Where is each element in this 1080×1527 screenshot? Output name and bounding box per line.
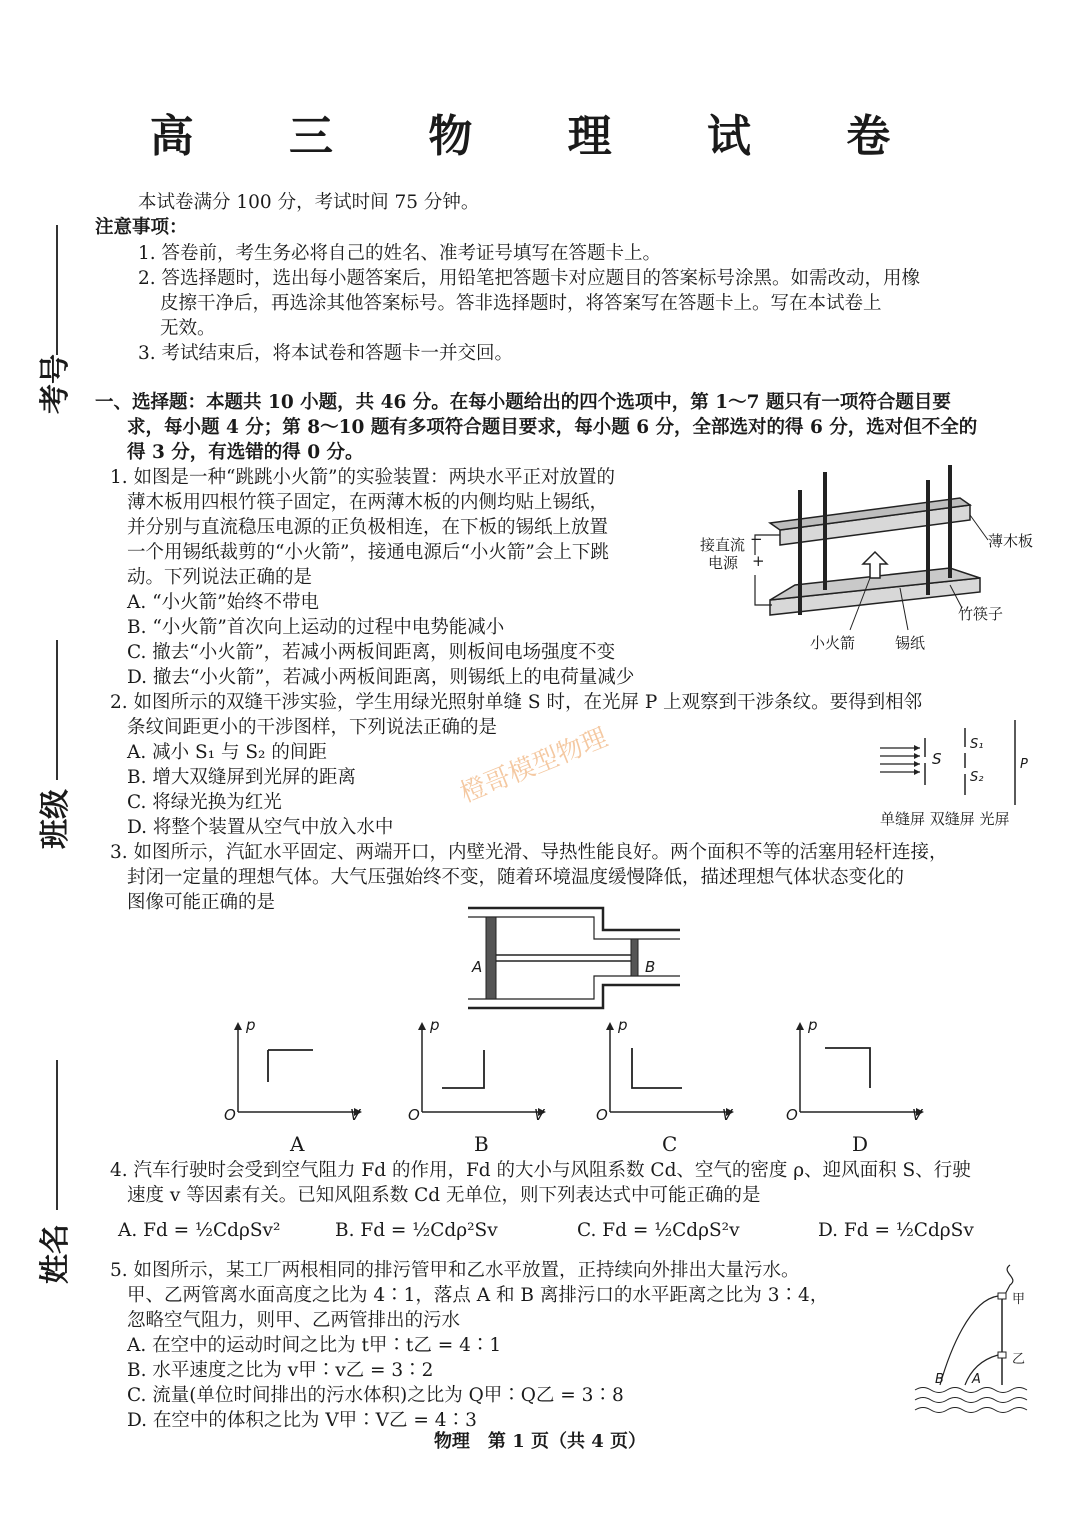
side-rule-xingming	[56, 1060, 58, 1210]
q2-fig-caption: 单缝屏 双缝屏 光屏	[880, 810, 1010, 828]
q3-label-b: B	[645, 958, 656, 976]
intro-text: 本试卷满分 100 分，考试时间 75 分钟。	[138, 192, 480, 213]
q4-option-d: D. Fd = ½CdρSv	[818, 1220, 974, 1241]
q3-graph-a	[228, 1020, 368, 1120]
q1-label-minus: −	[750, 530, 763, 548]
graph-axes	[238, 1026, 358, 1112]
graph-arrowheads	[796, 1022, 924, 1116]
note-3: 3. 考试结束后，将本试卷和答题卡一并交回。	[138, 343, 514, 364]
watermark: 橙哥模型物理	[455, 722, 612, 809]
note-1: 1. 答卷前，考生务必将自己的姓名、准考证号填写在答题卡上。	[138, 243, 662, 264]
side-label-banji: 班级	[38, 789, 73, 849]
q1-stem-1: 1. 如图是一种“跳跳小火箭”的实验装置：两块水平正对放置的	[110, 467, 615, 488]
q3-graph-b	[412, 1020, 552, 1120]
q2-stem-1: 2. 如图所示的双缝干涉实验，学生用绿光照射单缝 S 时，在光屏 P 上观察到干涉条纹。要得到相邻	[110, 692, 923, 713]
graph-p-label: p	[618, 1016, 628, 1034]
q5-pipes-figure	[910, 1260, 1040, 1420]
side-rule-kaohao	[56, 225, 58, 355]
section1-line-3: 得 3 分，有选错的得 0 分。	[127, 442, 364, 463]
graph-axes	[800, 1026, 920, 1112]
side-rule-banji	[56, 640, 58, 780]
q1-stem-2: 薄木板用四根竹筷子固定，在两薄木板的内侧均贴上锡纸，	[127, 492, 609, 513]
q4-option-a: A. Fd = ½CdρSv²	[118, 1220, 281, 1241]
page-footer: 物理 第 1 页（共 4 页）	[433, 1431, 647, 1452]
q1-stem-4: 一个用锡纸裁剪的“小火箭”，接通电源后“小火箭”会上下跳	[127, 542, 609, 563]
q3-stem-1: 3. 如图所示，汽缸水平固定、两端开口，内壁光滑、导热性能良好。两个面积不等的活塞用轻杆连接，	[110, 842, 948, 863]
q2-stem-2: 条纹间距更小的干涉图样，下列说法正确的是	[127, 717, 498, 738]
note-2-line-3: 无效。	[160, 318, 216, 339]
q5-label-jia: 甲	[1012, 1292, 1026, 1307]
page-title: 高 三 物 理 试 卷	[149, 111, 931, 162]
q1-option-c: C. 撤去“小火箭”，若减小两板间距离，则板间电场强度不变	[127, 642, 616, 663]
q3-stem-2: 封闭一定量的理想气体。大气压强始终不变，随着环境温度缓慢降低，描述理想气体状态变化的	[127, 867, 905, 888]
q1-option-b: B. “小火箭”首次向上运动的过程中电势能减小	[127, 617, 505, 638]
q5-stem-3: 忽略空气阻力，则甲、乙两管排出的污水	[127, 1310, 461, 1331]
q4-stem-1: 4. 汽车行驶时会受到空气阻力 Fd 的作用，Fd 的大小与风阻系数 Cd、空气的密度 ρ、迎风面积 S、行驶	[110, 1160, 971, 1181]
q1-label-rocket: 小火箭	[810, 634, 856, 652]
graph-origin-label: O	[224, 1106, 236, 1124]
q5-label-b: B	[935, 1372, 944, 1387]
q1-label-chopstick: 竹筷子	[958, 605, 1004, 623]
q2-option-d: D. 将整个装置从空气中放入水中	[127, 817, 394, 838]
q5-option-c: C. 流量(单位时间排出的污水体积)之比为 Q甲∶Q乙 = 3∶8	[127, 1385, 624, 1406]
section1-line-1: 一、选择题：本题共 10 小题，共 46 分。在每小题给出的四个选项中，第 1～7 题只有一项符合题目要	[95, 392, 951, 413]
section1-line-2: 求，每小题 4 分；第 8～10 题有多项符合题目要求，每小题 6 分，全部选对的得 6 分，选对但不全的	[127, 417, 978, 438]
q4-option-c: C. Fd = ½CdρS²v	[577, 1220, 740, 1241]
graph-option-label: A	[290, 1132, 305, 1156]
q1-label-source: 接直流	[700, 536, 746, 554]
q1-stem-3: 并分别与直流稳压电源的正负极相连，在下板的锡纸上放置	[127, 517, 609, 538]
graph-p-label: p	[808, 1016, 818, 1034]
graph-axes	[610, 1026, 730, 1112]
graph-curve	[442, 1050, 484, 1088]
graph-arrowheads	[234, 1022, 362, 1116]
graph-v-label: V	[350, 1106, 361, 1124]
graph-option-label: C	[662, 1132, 678, 1156]
graph-axes	[422, 1026, 542, 1112]
q1-option-d: D. 撤去“小火箭”，若减小两板间距离，则锡纸上的电荷量减少	[127, 667, 635, 688]
graph-origin-label: O	[596, 1106, 608, 1124]
graph-p-label: p	[430, 1016, 440, 1034]
q1-label-board: 薄木板	[988, 532, 1034, 550]
graph-origin-label: O	[408, 1106, 420, 1124]
graph-v-label: V	[912, 1106, 923, 1124]
q5-stem-1: 5. 如图所示，某工厂两根相同的排污管甲和乙水平放置，正持续向外排出大量污水。	[110, 1260, 800, 1281]
graph-v-label: V	[534, 1106, 545, 1124]
q3-stem-3: 图像可能正确的是	[127, 892, 276, 913]
side-label-xingming: 姓名	[38, 1224, 73, 1284]
q2-label-s1: S₁	[970, 737, 984, 752]
q2-option-a: A. 减小 S₁ 与 S₂ 的间距	[127, 742, 327, 763]
q2-option-b: B. 增大双缝屏到光屏的距离	[127, 767, 356, 788]
q5-option-b: B. 水平速度之比为 v甲∶v乙 = 3∶2	[127, 1360, 434, 1381]
graph-option-label: B	[474, 1132, 489, 1156]
notes-heading: 注意事项：	[95, 217, 188, 238]
graph-curve	[632, 1048, 682, 1088]
q1-stem-5: 动。下列说法正确的是	[127, 567, 313, 588]
q5-option-d: D. 在空中的体积之比为 V甲∶V乙 = 4∶3	[127, 1410, 477, 1431]
q2-option-c: C. 将绿光换为红光	[127, 792, 282, 813]
graph-origin-label: O	[786, 1106, 798, 1124]
q3-graph-d	[790, 1020, 930, 1120]
q2-double-slit-figure	[875, 720, 1035, 810]
graph-arrowheads	[606, 1022, 734, 1116]
q4-option-b: B. Fd = ½Cdρ²Sv	[335, 1220, 498, 1241]
q5-stem-2: 甲、乙两管离水面高度之比为 4∶1，落点 A 和 B 离排污口的水平距离之比为 3∶4，	[127, 1285, 829, 1306]
q2-label-p: P	[1020, 757, 1028, 772]
note-2-line-1: 2. 答选择题时，选出每小题答案后，用铅笔把答题卡对应题目的答案标号涂黑。如需改动，用橡	[138, 268, 921, 289]
graph-option-label: D	[852, 1132, 869, 1156]
q3-graph-c	[600, 1020, 740, 1120]
q1-apparatus-figure	[700, 460, 1040, 660]
q2-label-s: S	[932, 750, 942, 768]
q3-label-a: A	[472, 958, 483, 976]
graph-curve	[268, 1050, 313, 1082]
side-label-kaohao: 考号	[38, 354, 73, 414]
note-2-line-2: 皮擦干净后，再选涂其他答案标号。答非选择题时，将答案写在答题卡上。写在本试卷上	[160, 293, 882, 314]
q5-label-a: A	[972, 1372, 981, 1387]
q4-stem-2: 速度 v 等因素有关。已知风阻系数 Cd 无单位，则下列表达式中可能正确的是	[127, 1185, 761, 1206]
q5-label-yi: 乙	[1012, 1352, 1026, 1367]
q5-option-a: A. 在空中的运动时间之比为 t甲∶t乙 = 4∶1	[127, 1335, 502, 1356]
q1-label-source-2: 电源	[708, 554, 739, 572]
q1-option-a: A. “小火箭”始终不带电	[127, 592, 320, 613]
graph-p-label: p	[246, 1016, 256, 1034]
q1-label-foil: 锡纸	[895, 634, 926, 652]
graph-arrowheads	[418, 1022, 546, 1116]
graph-curve	[825, 1048, 870, 1088]
q2-label-s2: S₂	[970, 770, 984, 785]
q1-label-plus: +	[752, 552, 765, 570]
graph-v-label: V	[722, 1106, 733, 1124]
